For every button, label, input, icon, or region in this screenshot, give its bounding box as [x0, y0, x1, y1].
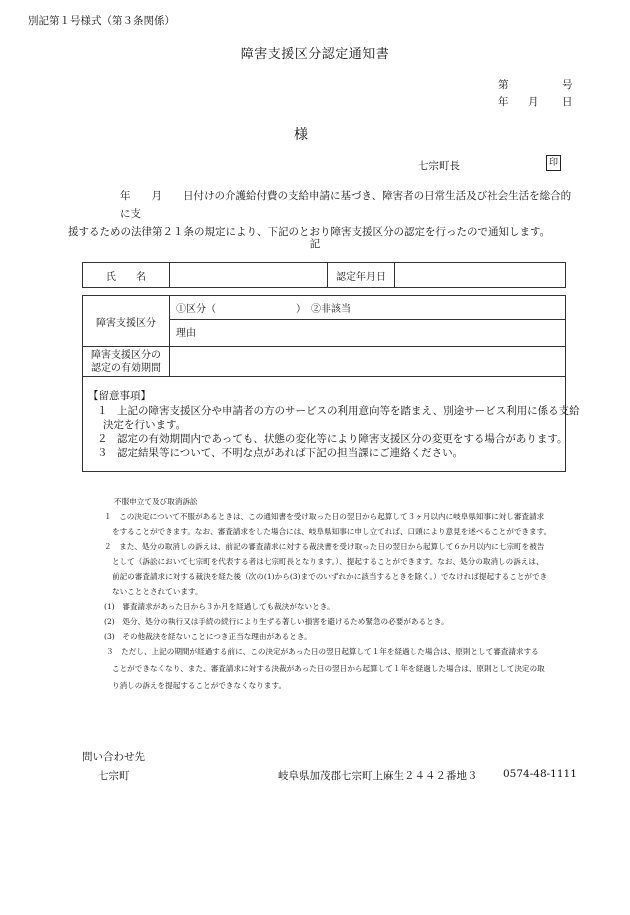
appeal-condition-2: (2) 処分、処分の執行又は手続の続行により生ずる著しい損害を避けるため緊急の必要があるとき。 — [104, 617, 449, 626]
appeal-p2-line-3: 前記の審査請求に対する裁決を経た後（次の(1)から(3)までのいずれかに該当するときを除く。）でなければ提起することができ — [112, 572, 548, 581]
body-line-1: 年 月 日付けの介護給付費の支給申請に基づき、障害者の日常生活及び社会生活を総合的に支 — [120, 190, 572, 220]
date-year-label: 年 — [498, 96, 509, 108]
appeal-heading: 不服申立て及び取消訴訟 — [114, 497, 198, 506]
number-suffix: 号 — [562, 79, 573, 91]
contact-heading: 問い合わせ先 — [82, 751, 145, 763]
appeal-p2-line-1: ２ また、処分の取消しの訴えは、前記の審査請求に対する裁決書を受け取った日の翌日から起算して６か月以内に七宗町を被告 — [104, 542, 545, 551]
name-table — [82, 262, 566, 288]
appeal-p3-line-3: り消しの訴えを提起することができなくなります。 — [112, 681, 287, 690]
seal-mark: 印 — [546, 155, 561, 171]
body-line-2: 援するための法律第２１条の規定により、下記のとおり障害支援区分の認定を行ったので通知します。 — [68, 226, 551, 238]
addressee-suffix: 様 — [294, 127, 308, 143]
appeal-p1-line-2: をすることができます。なお、審査請求をした場合には、岐阜県知事に申し立てれば、口頭により意見を述べることができます。 — [112, 527, 552, 536]
note-3-line-1: 認定結果等について、不明な点があれば下記の担当課にご連絡ください。 — [117, 447, 464, 459]
appeal-condition-1: (1) 審査請求があった日から３か月を経過しても裁決がないとき。 — [104, 602, 335, 611]
validity-label-line-2: 認定の有効期間 — [91, 362, 161, 374]
support-table — [82, 295, 566, 377]
appeal-p2-line-4: ないこととされています。 — [112, 587, 203, 596]
number-label: 第 — [498, 79, 509, 91]
notes-box — [82, 377, 580, 472]
date-month-label: 月 — [528, 96, 539, 108]
document-title: 障害支援区分認定通知書 — [240, 47, 390, 62]
note-1-line-1: 上記の障害支援区分や申請者の方のサービスの利用意向等を踏まえ、別途サービス利用に係る支給 — [117, 405, 580, 417]
contact-phone: 0574-48-1111 — [503, 768, 577, 780]
note-2-line-1: 認定の有効期間内であっても、状態の変化等により障害支援区分の変更をする場合があります。 — [117, 433, 568, 445]
body-paragraph — [68, 187, 578, 241]
appeal-p3-line-1: ３ ただし、上記の期間が経過する前に、この決定があった日の翌日起算して１年を経過した場合は、原則として審査請求する — [106, 647, 539, 656]
note-1-line-2: 決定を行います。 — [103, 419, 187, 431]
validity-label — [83, 347, 170, 377]
form-number: 別記第１号様式（第３条関係） — [28, 15, 175, 27]
cert-date-label: 認定年月日 — [328, 263, 395, 288]
support-category-label: 障害支援区分 — [83, 296, 170, 347]
notes-heading: 【留意事項】 — [88, 390, 151, 402]
note-1-number: １ — [97, 405, 108, 417]
reason-field[interactable]: 理由 — [170, 320, 566, 347]
name-value-field[interactable] — [170, 263, 328, 288]
support-category-options[interactable]: ①区分（ ） ②非該当 — [170, 296, 566, 320]
cert-date-value-field[interactable] — [395, 263, 566, 288]
note-2-number: ２ — [97, 433, 108, 445]
appeal-condition-3: (3) その他裁決を経ないことにつき正当な理由があるとき。 — [104, 632, 312, 641]
validity-value-field[interactable] — [170, 347, 566, 377]
appeal-p2-line-2: として（訴訟において七宗町を代表する者は七宗町長となります。）、提起することができます。なお、処分の取消しの訴えは、 — [112, 557, 544, 566]
contact-address: 岐阜県加茂郡七宗町上麻生２４４２番地３ — [278, 770, 478, 782]
ki-heading: 記 — [309, 238, 321, 250]
issuer-name: 七宗町長 — [418, 160, 460, 172]
date-day-label: 日 — [562, 96, 573, 108]
name-label: 氏 名 — [83, 263, 170, 288]
note-3-number: ３ — [97, 447, 108, 459]
validity-label-line-1: 障害支援区分の — [91, 349, 161, 361]
appeal-p1-line-1: １ この決定について不服があるときは、この通知書を受け取った日の翌日から起算して３ヶ月以内に岐阜県知事に対し審査請求 — [104, 512, 545, 521]
contact-office: 七宗町 — [98, 770, 130, 782]
appeal-p3-line-2: ことができなくなり、また、審査請求に対する決裁があった日の翌日から起算して１年を経過した場合は、原則として決定の取 — [112, 664, 545, 673]
